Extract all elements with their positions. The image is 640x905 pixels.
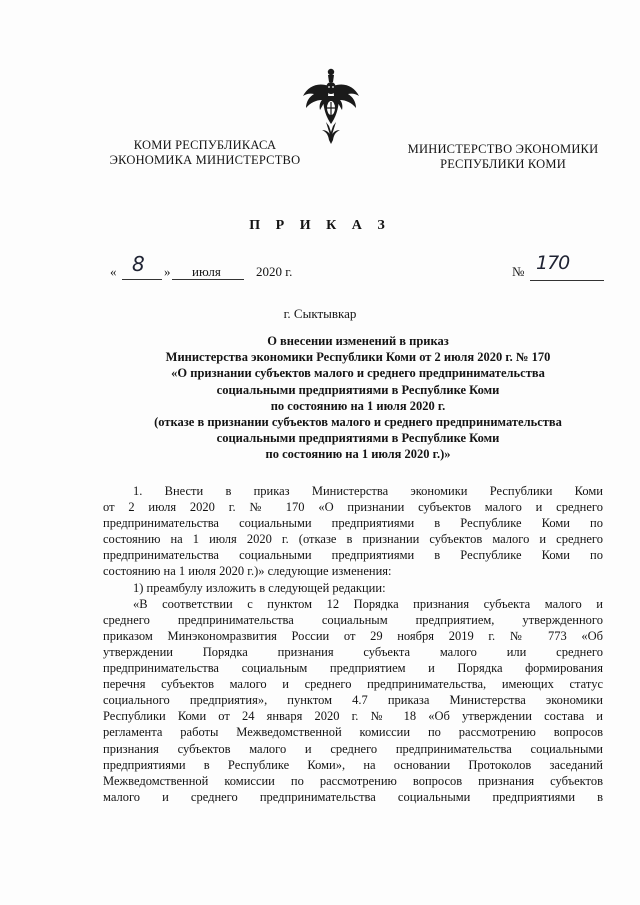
- body-line: Межведомственной комиссии по рассмотрению вопросов признания субъектов: [103, 773, 603, 788]
- number-value-handwritten: 170: [536, 252, 570, 274]
- header-right-line1: МИНИСТЕРСТВО ЭКОНОМИКИ: [407, 142, 599, 156]
- body-line: состоянию на 1 июля 2020 г. (отказе в признании субъектов малого и среднего: [103, 532, 603, 547]
- title-line: социальными предприятиями в Республике Коми: [216, 382, 500, 397]
- body-line: предпринимательства социальным предприятием и Порядка формирования: [103, 661, 603, 676]
- header-left-line1: КОМИ РЕСПУБЛИКАСА: [133, 138, 277, 152]
- date-month: июля: [192, 264, 221, 279]
- date-year: 2020 г.: [256, 264, 293, 279]
- title-line: (отказе в признании субъектов малого и среднего предпринимательства: [154, 415, 562, 430]
- body-line: предпринимательства социальными предприятиями в Республике Коми по: [103, 548, 603, 563]
- date-day-handwritten: 8: [132, 252, 145, 276]
- title-line: социальными предприятиями в Республике Коми: [216, 431, 500, 446]
- date-close-quote: »: [164, 264, 171, 279]
- body-line: среднего предпринимательства социальным предприятием, утвержденного: [103, 612, 603, 627]
- body-line: признания субъектов малого и среднего предпринимательства социальными: [103, 741, 603, 756]
- ministry-name-komi: [95, 138, 315, 168]
- title-line: по состоянию на 1 июля 2020 г.)»: [265, 447, 451, 462]
- body-line: утверждении Порядка признания субъекта малого или среднего: [103, 644, 603, 659]
- body-line: предприятиями в Республике Коми», на основании Протоколов заседаний: [103, 757, 603, 772]
- body-line: «В соответствии с пунктом 12 Порядка признания субъекта малого и: [133, 596, 603, 611]
- ministry-name-russian: [388, 142, 618, 172]
- body-line: 1) преамбулу изложить в следующей редакции:: [133, 580, 386, 595]
- body-line: 1. Внести в приказ Министерства экономики Республики Коми: [133, 484, 603, 498]
- body-line: приказом Минэкономразвития России от 29 ноября 2019 г. № 773 «Об: [103, 628, 603, 643]
- komi-coat-of-arms-icon: [300, 66, 362, 146]
- date-open-quote: «: [110, 264, 117, 279]
- body-line: предпринимательства социальными предприятиями в Республике Коми по: [103, 516, 603, 531]
- header-right-line2: РЕСПУБЛИКИ КОМИ: [440, 157, 566, 171]
- order-title: [96, 333, 620, 463]
- title-line: О внесении изменений в приказ: [267, 334, 449, 348]
- body-line: перечня субъектов малого и среднего предпринимательства, имеющих статус: [103, 677, 603, 692]
- title-line: «О признании субъектов малого и среднего предпринимательства: [171, 366, 545, 381]
- document-type-title: П Р И К А З: [249, 218, 391, 233]
- body-line: социального предприятия», пунктом 4.7 приказа Министерства экономики: [103, 693, 603, 708]
- order-body-text: [103, 483, 603, 805]
- title-line: по состоянию на 1 июля 2020 г.: [270, 398, 446, 413]
- number-sign: №: [512, 264, 525, 279]
- body-line: от 2 июля 2020 г. № 170 «О признании субъектов малого и среднего: [103, 500, 603, 515]
- title-line: Министерства экономики Республики Коми от 2 июля 2020 г. № 170: [165, 350, 551, 365]
- header-left-line2: ЭКОНОМИКА МИНИСТЕРСТВО: [109, 153, 301, 167]
- city-name: г. Сыктывкар: [283, 306, 357, 321]
- body-line: регламента работы Межведомственной комиссии по рассмотрению вопросов: [103, 725, 603, 740]
- body-line: малого и среднего предпринимательства социальными предприятиями в: [103, 789, 603, 804]
- body-line: Республики Коми от 24 января 2020 г. № 18 «Об утверждении состава и: [103, 709, 603, 724]
- body-line: состоянию на 1 июля 2020 г.)» следующие изменения:: [103, 564, 392, 579]
